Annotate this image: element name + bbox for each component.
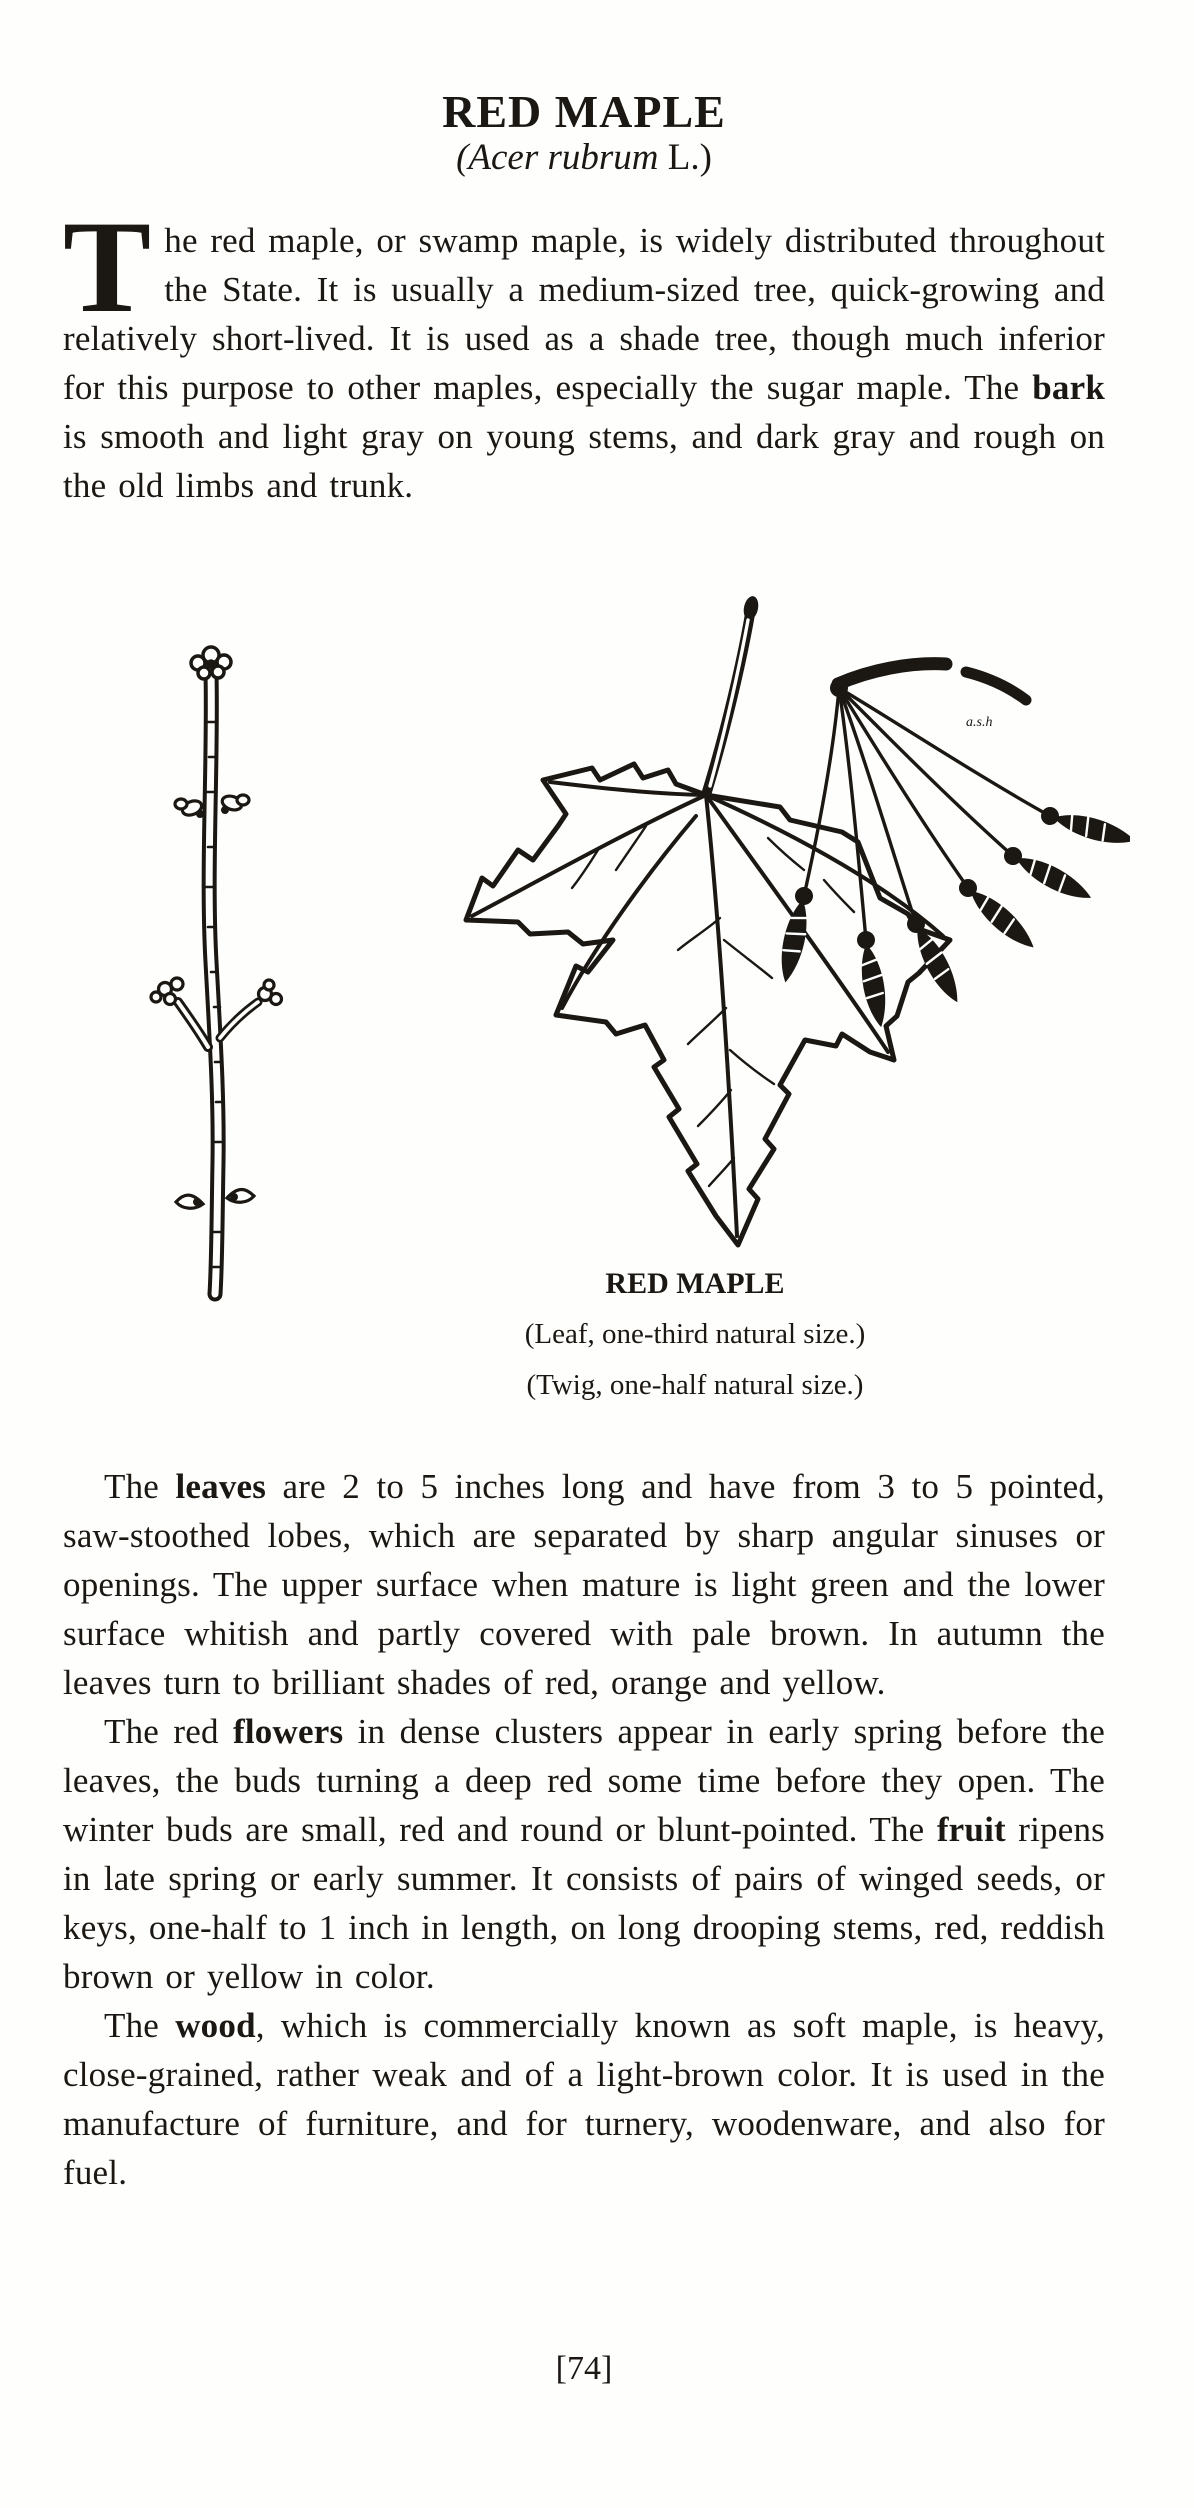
species-name-authority: L.) — [667, 137, 712, 178]
page-number: [74] — [555, 2350, 613, 2387]
side-branch-right — [220, 980, 282, 1038]
figure-caption-leaf-scale: (Leaf, one-third natural size.) — [524, 1318, 866, 1350]
intro-paragraph — [63, 193, 1105, 510]
text-run: ripens in late spring or early summer. It consists of pairs of winged seeds, or keys, one-half to 1 inch in length, on long drooping stems, red, reddish brown or yellow in color. — [63, 1810, 1105, 1996]
bold-term: leaves — [175, 1467, 267, 1506]
page-title: RED MAPLE — [442, 85, 726, 137]
bold-term: wood — [175, 2006, 256, 2045]
leaf-petiole — [706, 595, 760, 795]
drop-cap: T — [63, 193, 152, 340]
figure-caption-twig-scale: (Twig, one-half natural size.) — [526, 1369, 864, 1401]
side-branch-left — [151, 978, 208, 1047]
text-run: The — [104, 2006, 176, 2045]
text-run: in dense clusters appear in early spring before the leaves, the buds turning a deep red some time before they open. The winter buds are small, red and round or blunt-pointed. The — [63, 1712, 1105, 1849]
text-run: he red maple, or swamp maple, is widely distributed throughout the State. It is usually a medium-sized tree, quick-growing and relatively short-lived. It is used as a shade tree, though much inferior for this purpose to other maples, especially the sugar maple. The — [63, 221, 1105, 407]
text-run: are 2 to 5 inches long and have from 3 to 5 pointed, saw-stoothed lobes, which are separated by sharp angular sinuses or openings. The upper surface when mature is light green and the lower surface whitish and partly covered with pale brown. In autumn the leaves turn to brilliant shades of red, orange and yellow. — [63, 1467, 1105, 1702]
leaf-and-fruit-illustration — [438, 588, 1130, 1280]
twig-illustration — [148, 642, 290, 1302]
text-run: The — [104, 1467, 176, 1506]
body-paragraph — [63, 2001, 1105, 2197]
species-name-latin: (Acer rubrum — [456, 137, 659, 178]
artist-initials: a.s.h — [966, 715, 993, 730]
text-run: is smooth and light gray on young stems, and dark gray and rough on the old limbs and trunk. — [63, 417, 1105, 505]
species-name — [63, 136, 1105, 180]
bold-term: bark — [1032, 368, 1105, 407]
figure-caption — [395, 1258, 995, 1411]
terminal-bud-cluster — [191, 647, 231, 679]
bold-term: flowers — [233, 1712, 344, 1751]
body-paragraph — [63, 1462, 1105, 1707]
body-paragraph — [63, 1707, 1105, 2001]
text-run: , which is commercially known as soft maple, is heavy, close-grained, rather weak and of a light-brown color. It is used in the manufacture of furniture, and for turnery, woodenware, and also for fuel. — [63, 2006, 1106, 2192]
text-run: The red — [104, 1712, 234, 1751]
intro-paragraph-text — [63, 193, 1105, 505]
bold-term: fruit — [936, 1810, 1006, 1849]
figure-caption-title: RED MAPLE — [605, 1267, 785, 1300]
body-paragraphs — [63, 1462, 1105, 2197]
